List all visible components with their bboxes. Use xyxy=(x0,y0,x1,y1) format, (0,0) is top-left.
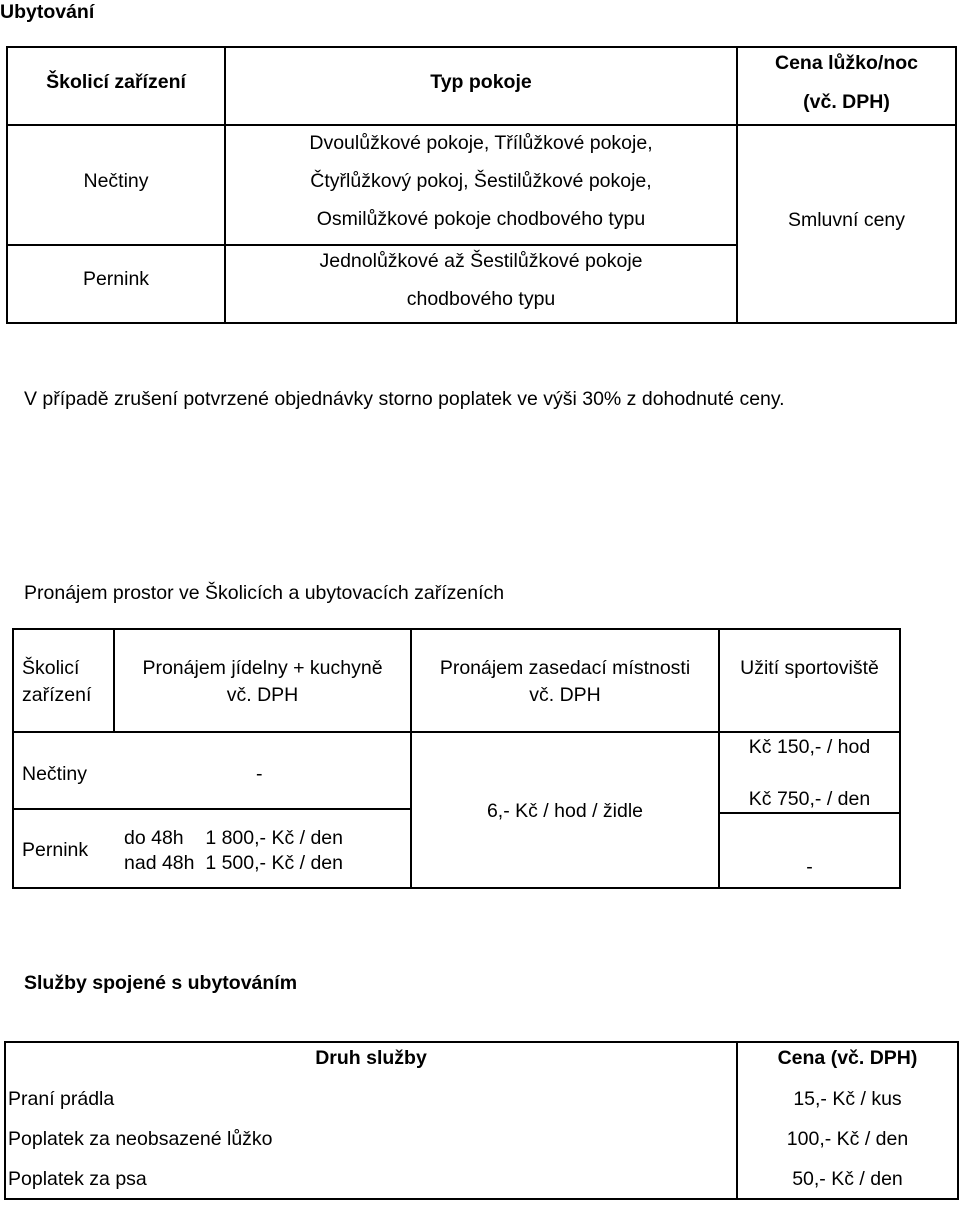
rental-row-facility-nectiny: Nečtiny xyxy=(22,763,88,785)
sports-day-price: Kč 750,- / den xyxy=(748,788,871,810)
header-price-line1: Cena lůžko/noc xyxy=(774,52,919,74)
accommodation-title: Ubytování xyxy=(0,1,95,23)
cancellation-note: V případě zrušení potvrzené objednávky storno poplatek ve výši 30% z dohodnuté ceny. xyxy=(24,388,785,410)
rental-dining-pernink-line2: nad 48h 1 500,- Kč / den xyxy=(124,852,343,874)
service-price: 100,- Kč / den xyxy=(786,1128,909,1150)
header-room-type: Typ pokoje xyxy=(430,71,532,93)
header-meeting-line2: vč. DPH xyxy=(529,684,601,706)
header-facility: Školicí zařízení xyxy=(46,71,186,93)
row-facility-nectiny: Nečtiny xyxy=(83,170,149,192)
sports-pernink: - xyxy=(806,856,813,878)
room-line: chodbového typu xyxy=(406,288,556,310)
header-dining-line2: vč. DPH xyxy=(226,684,299,706)
service-price: 50,- Kč / den xyxy=(792,1168,903,1190)
header-service: Druh služby xyxy=(315,1047,427,1069)
room-line: Dvoulůžkové pokoje, Třílůžkové pokoje, xyxy=(309,132,653,154)
room-line: Čtyřlůžkový pokoj, Šestilůžkové pokoje, xyxy=(310,170,652,192)
header-facility-line1: Školicí xyxy=(22,657,80,679)
room-line: Jednolůžkové až Šestilůžkové pokoje xyxy=(319,250,643,272)
rental-row-facility-pernink: Pernink xyxy=(22,839,89,861)
header-price-line2: (vč. DPH) xyxy=(803,91,890,113)
row-facility-pernink: Pernink xyxy=(82,268,150,290)
header-sports: Užití sportoviště xyxy=(740,657,879,679)
header-service-price: Cena (vč. DPH) xyxy=(777,1047,918,1069)
service-name: Praní prádla xyxy=(8,1088,115,1110)
service-name: Poplatek za psa xyxy=(8,1168,147,1190)
service-name: Poplatek za neobsazené lůžko xyxy=(8,1128,273,1150)
rental-dining-pernink-line1: do 48h 1 800,- Kč / den xyxy=(124,827,343,849)
services-title: Služby spojené s ubytováním xyxy=(24,972,298,994)
service-price: 15,- Kč / kus xyxy=(793,1088,902,1110)
room-line: Osmilůžkové pokoje chodbového typu xyxy=(316,208,646,230)
rental-dining-nectiny: - xyxy=(256,763,263,785)
header-dining-line1: Pronájem jídelny + kuchyně xyxy=(142,657,383,679)
price-contract: Smluvní ceny xyxy=(787,209,906,231)
sports-hour-price: Kč 150,- / hod xyxy=(748,736,871,758)
rental-title: Pronájem prostor ve Školicích a ubytovacích zařízeních xyxy=(24,582,505,604)
header-facility-line2: zařízení xyxy=(22,684,92,706)
meeting-price: 6,- Kč / hod / židle xyxy=(486,800,644,822)
header-meeting-line1: Pronájem zasedací místnosti xyxy=(439,657,691,679)
